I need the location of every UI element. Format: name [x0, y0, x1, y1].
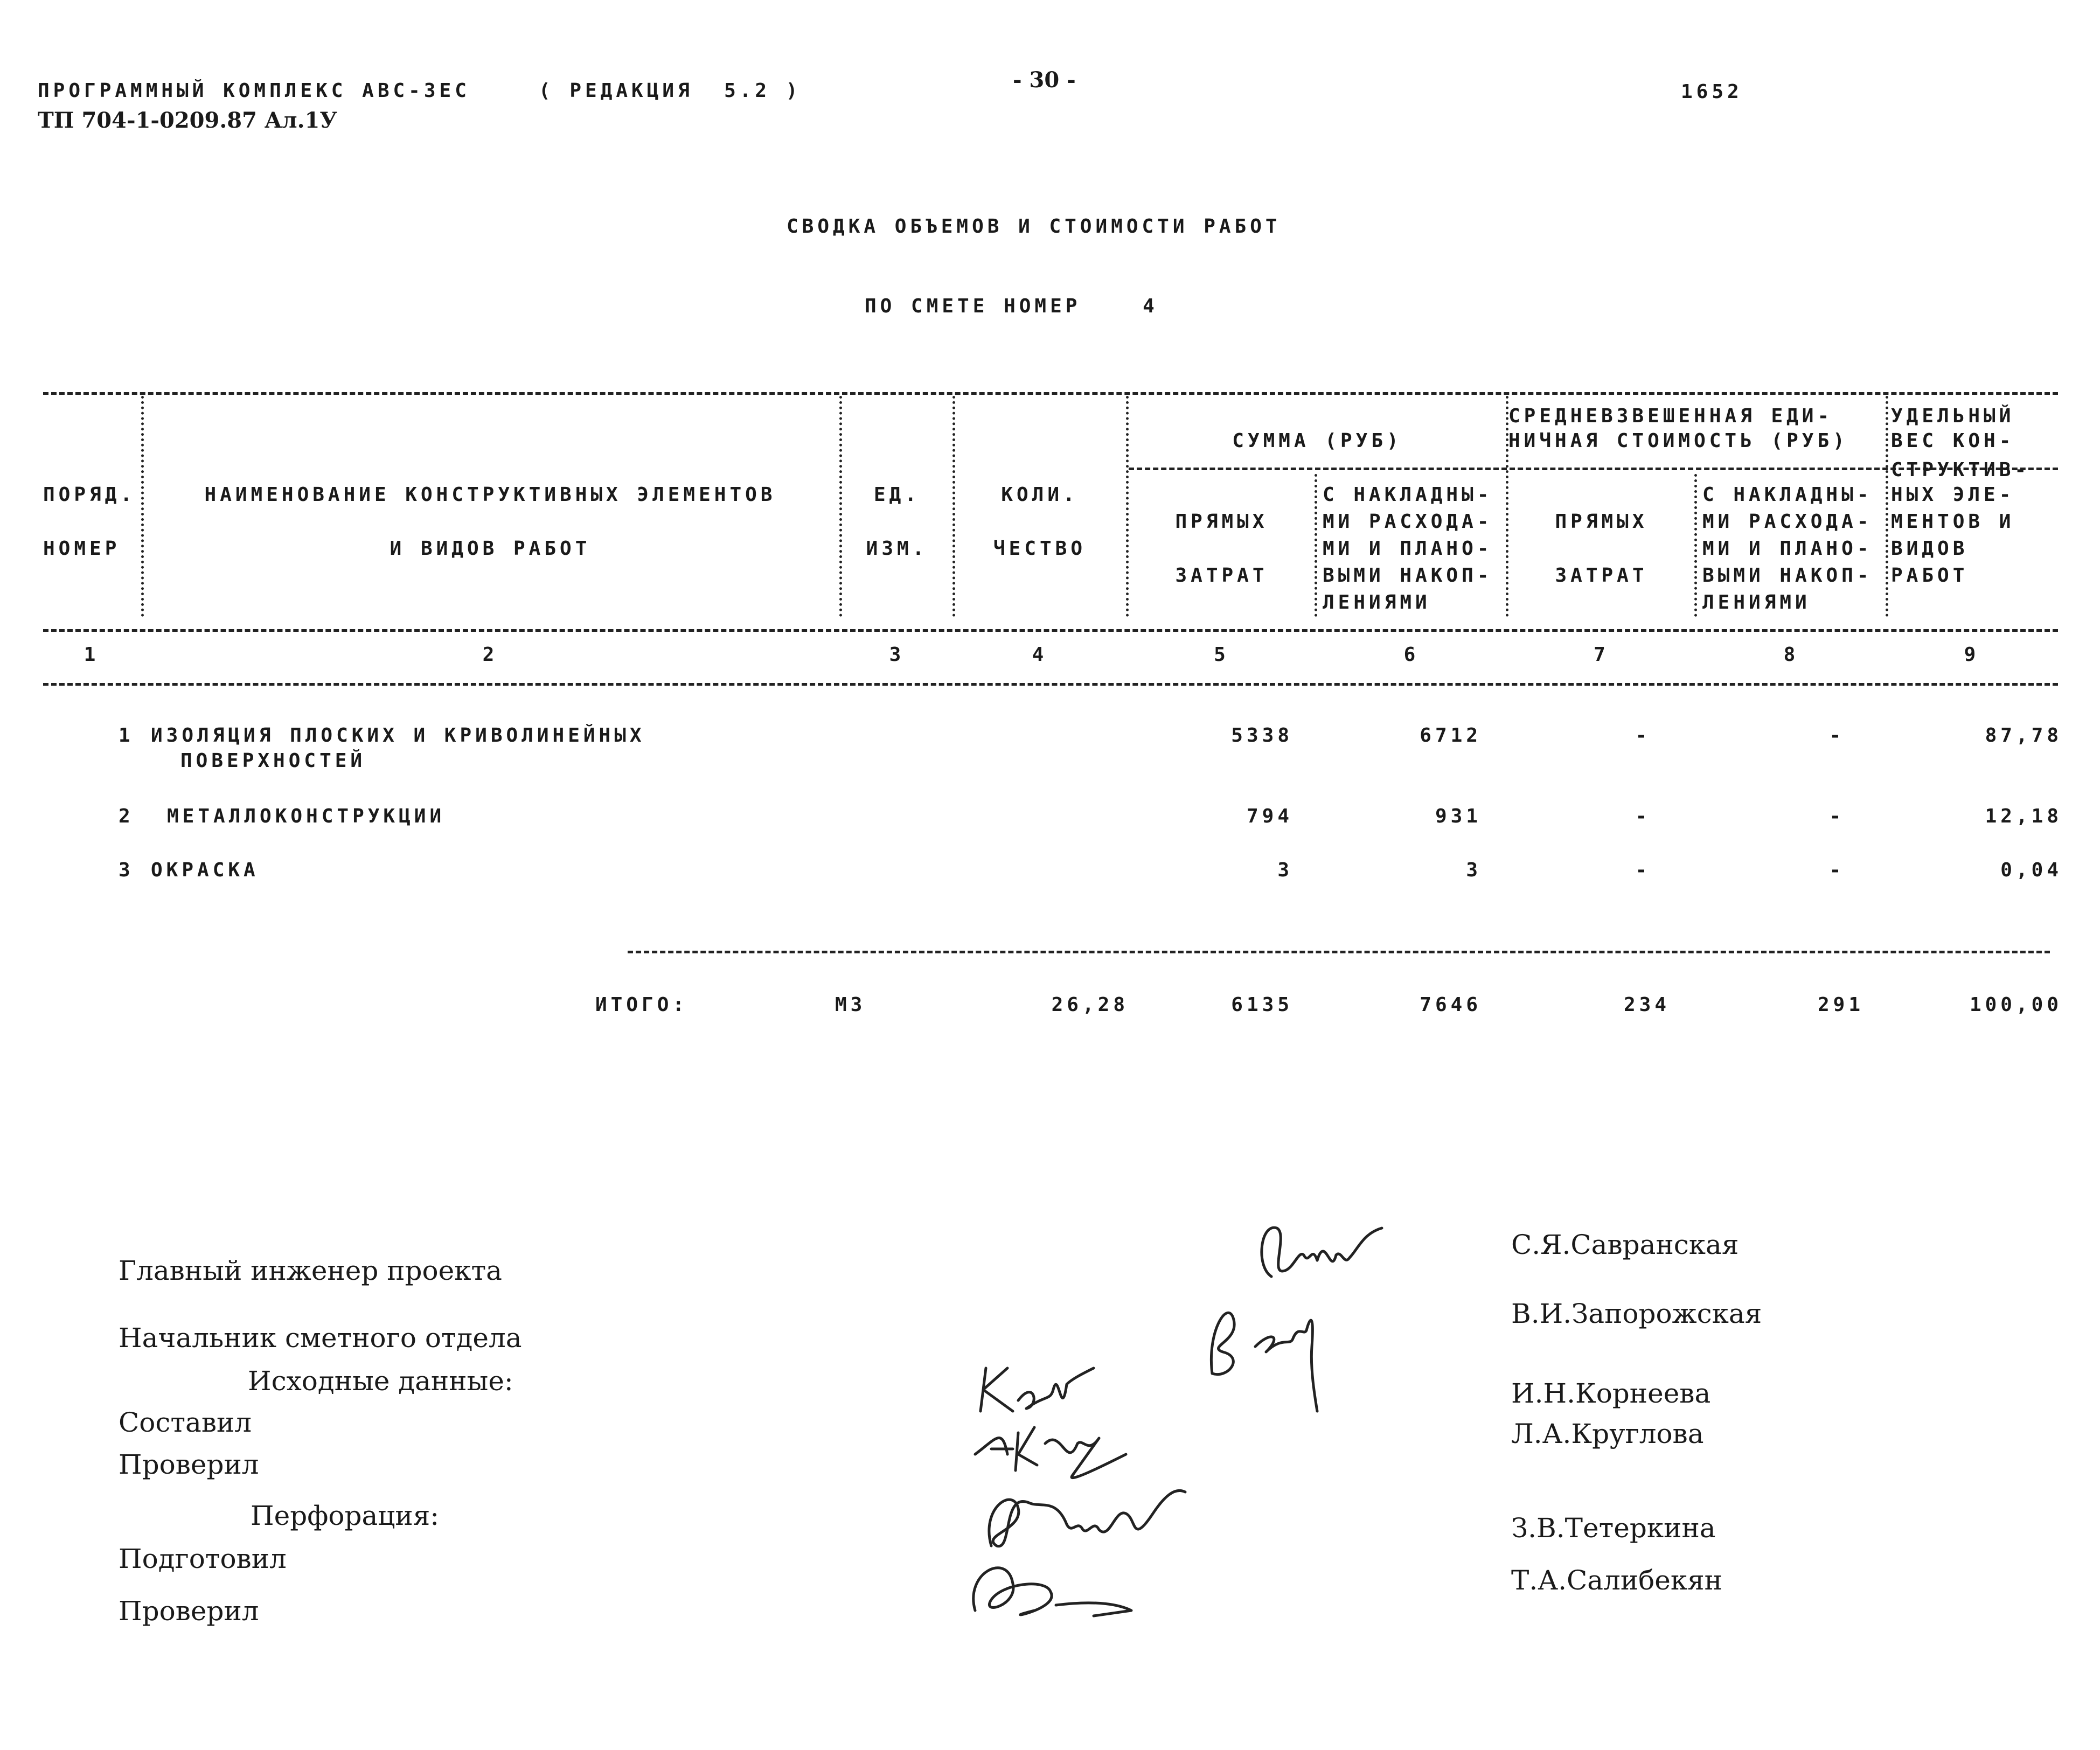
colnum-6: 6 — [1403, 644, 1420, 666]
table-colnum-rule — [43, 683, 2058, 686]
header-avg-overhead-3: МИ И ПЛАНО- — [1702, 538, 1873, 560]
header-overhead-3: МИ И ПЛАНО- — [1323, 538, 1493, 560]
colnum-4: 4 — [1032, 644, 1048, 666]
row-2-direct: 794 — [1246, 805, 1293, 827]
signature-teterkina-salibekyan — [959, 1476, 1196, 1632]
header-overhead-5: ЛЕНИЯМИ — [1323, 591, 1431, 613]
name-kruglova: Л.А.Круглова — [1511, 1418, 1704, 1449]
row-1-weight: 87,78 — [1985, 724, 2062, 747]
colnum-7: 7 — [1594, 644, 1609, 666]
row-1-avg-overhead: - — [1829, 724, 1845, 747]
header-unit-1: ЕД. — [873, 484, 921, 506]
row-3-direct: 3 — [1277, 859, 1293, 881]
name-teterkina: З.В.Тетеркина — [1511, 1512, 1716, 1544]
header-weight-5: МЕНТОВ И — [1891, 511, 2015, 533]
header-avg-group-1: СРЕДНЕВЗВЕШЕННАЯ ЕДИ- — [1508, 405, 1833, 427]
header-weight-6: ВИДОВ — [1891, 538, 1969, 560]
row-1-overhead: 6712 — [1420, 724, 1482, 747]
name-savranskaya: С.Я.Савранская — [1511, 1229, 1739, 1260]
colnum-3: 3 — [889, 644, 905, 666]
header-qty-2: ЧЕСТВО — [993, 538, 1087, 560]
signature-korneeva-kruglova — [964, 1347, 1158, 1487]
header-avg-overhead-1: С НАКЛАДНЫ- — [1702, 484, 1873, 506]
header-avg-overhead-5: ЛЕНИЯМИ — [1702, 591, 1811, 613]
header-weight-2: ВЕС КОН- — [1891, 430, 2015, 452]
total-rule — [628, 951, 2050, 953]
row-3-num: 3 — [119, 859, 134, 881]
row-2-overhead: 931 — [1435, 805, 1482, 827]
row-3-avg-direct: - — [1635, 859, 1651, 881]
total-direct: 6135 — [1231, 994, 1293, 1016]
total-unit: М3 — [835, 994, 866, 1016]
header-weight-4: НЫХ ЭЛЕ- — [1891, 484, 2015, 506]
col-separator — [839, 396, 842, 617]
role-head-department: Начальник сметного отдела — [119, 1322, 522, 1354]
header-avg-overhead-2: МИ РАСХОДА- — [1702, 511, 1873, 533]
role-checked-1: Проверил — [119, 1449, 259, 1480]
total-label: ИТОГО: — [595, 994, 689, 1016]
total-avg-overhead: 291 — [1817, 994, 1864, 1016]
header-name-2: И ВИДОВ РАБОТ — [390, 538, 591, 560]
header-direct-2: ЗАТРАТ — [1175, 564, 1268, 587]
row-2-avg-overhead: - — [1829, 805, 1845, 827]
col-separator — [1506, 396, 1508, 617]
row-3-avg-overhead: - — [1829, 859, 1845, 881]
header-order-2: НОМЕР — [43, 538, 121, 560]
section-source-data: Исходные данные: — [248, 1365, 513, 1397]
table-top-rule — [43, 392, 2058, 395]
colnum-8: 8 — [1783, 644, 1799, 666]
edition: ( РЕДАКЦИЯ 5.2 ) — [539, 80, 802, 102]
colnum-5: 5 — [1214, 644, 1229, 666]
header-direct-1: ПРЯМЫХ — [1175, 511, 1268, 533]
header-weight-1: УДЕЛЬНЫЙ — [1891, 405, 2015, 427]
colnum-1: 1 — [84, 644, 100, 666]
header-unit-2: ИЗМ. — [866, 538, 928, 560]
colnum-2: 2 — [482, 644, 498, 666]
total-qty: 26,28 — [1051, 994, 1129, 1016]
role-prepared: Подготовил — [119, 1543, 287, 1574]
header-overhead-4: ВЫМИ НАКОП- — [1323, 564, 1493, 587]
section-perforation: Перфорация: — [251, 1500, 440, 1531]
col-separator — [1886, 396, 1888, 617]
colnum-9: 9 — [1964, 644, 1980, 666]
page-number: - 30 - — [1013, 67, 1076, 93]
total-weight: 100,00 — [1969, 994, 2062, 1016]
row-3-name: ОКРАСКА — [151, 859, 259, 881]
row-1-name: ИЗОЛЯЦИЯ ПЛОСКИХ И КРИВОЛИНЕЙНЫХ — [151, 724, 645, 747]
header-qty-1: КОЛИ. — [1001, 484, 1079, 506]
role-checked-2: Проверил — [119, 1595, 259, 1627]
table-header-rule — [43, 629, 2058, 632]
document-title: СВОДКА ОБЪЕМОВ И СТОИМОСТИ РАБОТ — [787, 215, 1281, 238]
col-separator — [1126, 396, 1129, 617]
col-separator — [1694, 474, 1697, 617]
header-avg-group-2: НИЧНАЯ СТОИМОСТЬ (РУБ) — [1508, 430, 1848, 452]
row-2-name: МЕТАЛЛОКОНСТРУКЦИИ — [167, 805, 446, 827]
header-weight-3: СТРУКТИВ- — [1891, 459, 2031, 481]
sheet-number: 1652 — [1681, 81, 1743, 103]
col-separator — [952, 396, 955, 617]
row-2-avg-direct: - — [1635, 805, 1651, 827]
program-name: ПРОГРАММНЫЙ КОМПЛЕКС АВС-ЗЕС — [38, 80, 470, 102]
header-avg-overhead-4: ВЫМИ НАКОП- — [1702, 564, 1873, 587]
name-salibekyan: Т.А.Салибекян — [1511, 1565, 1722, 1596]
estimate-number: ПО СМЕТЕ НОМЕР 4 — [865, 295, 1158, 317]
header-sum-group: СУММА (РУБ) — [1232, 430, 1402, 452]
header-avg-direct-2: ЗАТРАТ — [1555, 564, 1648, 587]
row-1-avg-direct: - — [1635, 724, 1651, 747]
total-avg-direct: 234 — [1623, 994, 1670, 1016]
header-order-1: ПОРЯД. — [43, 484, 136, 506]
signature-zaporozhskaya — [1196, 1287, 1336, 1417]
col-separator — [141, 396, 144, 617]
col-separator — [1315, 474, 1317, 617]
header-avg-direct-1: ПРЯМЫХ — [1555, 511, 1648, 533]
row-1-name-cont: ПОВЕРХНОСТЕЙ — [180, 750, 366, 772]
name-zaporozhskaya: В.И.Запорожская — [1511, 1298, 1762, 1329]
project-code: ТП 704-1-0209.87 Ал.1У — [38, 108, 337, 133]
row-3-weight: 0,04 — [2000, 859, 2062, 881]
role-compiled: Составил — [119, 1407, 252, 1438]
row-1-direct: 5338 — [1231, 724, 1293, 747]
total-overhead: 7646 — [1420, 994, 1482, 1016]
header-overhead-1: С НАКЛАДНЫ- — [1323, 484, 1493, 506]
row-2-num: 2 — [119, 805, 134, 827]
signature-savranskaya — [1250, 1212, 1390, 1298]
role-chief-engineer: Главный инженер проекта — [119, 1255, 502, 1286]
name-korneeva: И.Н.Корнеева — [1511, 1378, 1711, 1409]
row-3-overhead: 3 — [1466, 859, 1482, 881]
header-weight-7: РАБОТ — [1891, 564, 1969, 587]
header-overhead-2: МИ РАСХОДА- — [1323, 511, 1493, 533]
row-1-num: 1 — [119, 724, 134, 747]
row-2-weight: 12,18 — [1985, 805, 2062, 827]
header-name-1: НАИМЕНОВАНИЕ КОНСТРУКТИВНЫХ ЭЛЕМЕНТОВ — [204, 484, 776, 506]
